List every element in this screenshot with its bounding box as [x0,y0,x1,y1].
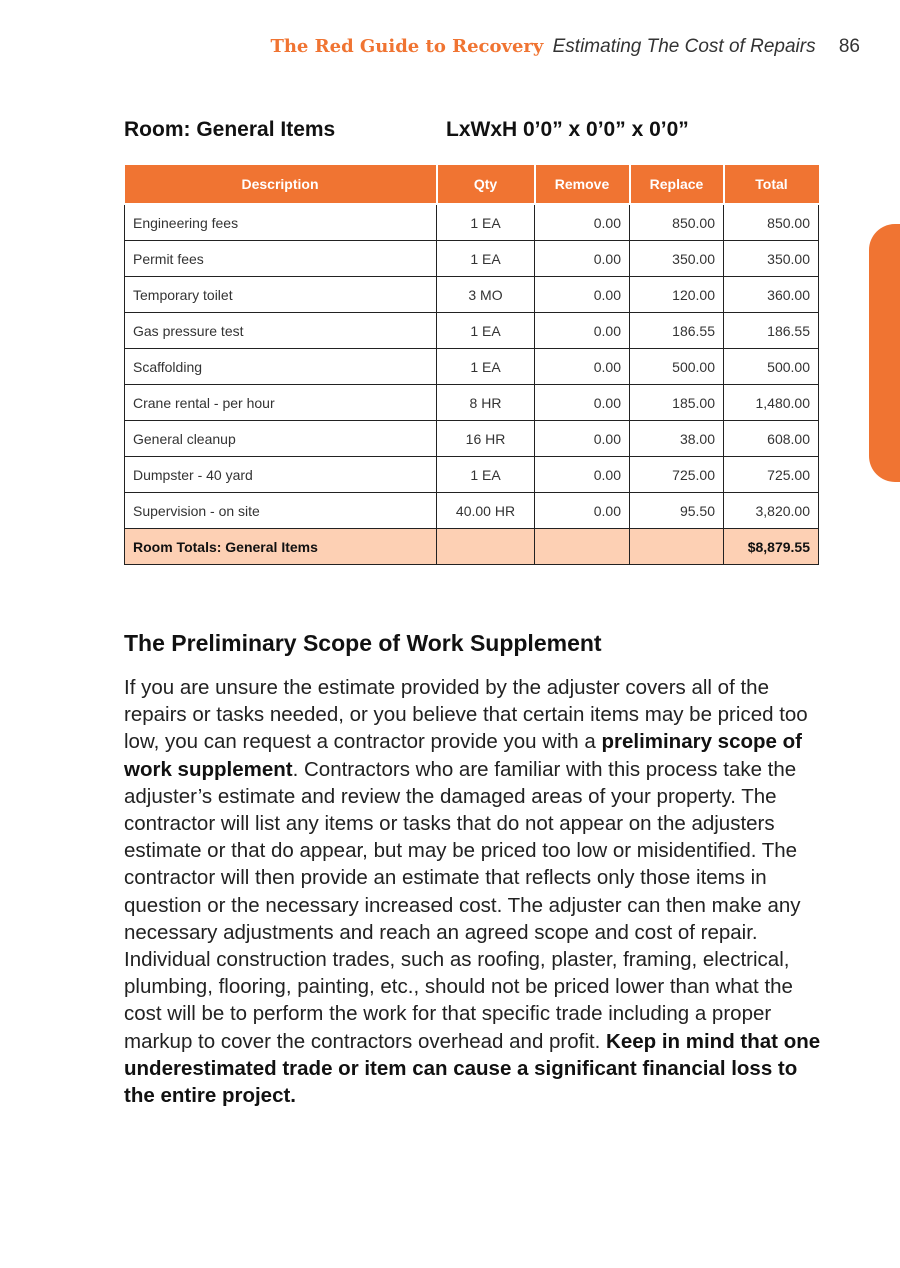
cell-qty: 1 EA [437,241,535,277]
table-row [125,385,819,421]
cell-remove: 0.00 [535,204,630,241]
column-header-remove: Remove [535,165,630,204]
cell-replace: 38.00 [630,421,724,457]
column-header-replace: Replace [630,165,724,204]
chapter-side-tab [869,224,900,482]
cell-remove: 0.00 [535,313,630,349]
table-row [125,241,819,277]
cell-total: 725.00 [724,457,819,493]
cell-replace: 186.55 [630,313,724,349]
cell-remove: 0.00 [535,457,630,493]
paragraph-text: If you are unsure the estimate provided by the adjuster covers all of the repairs or tasks needed, or you believe that certain items may be priced too low, you can request a contractor provide you with a [124,676,808,754]
cell-replace: 120.00 [630,277,724,313]
cell-description: Permit fees [125,241,437,277]
cell-qty: 1 EA [437,457,535,493]
room-title: Room: General Items [124,118,336,141]
totals-row [125,529,819,565]
totals-empty-cell [437,529,535,565]
paragraph-text: . Contractors who are familiar with this process take the adjuster’s estimate and review the damaged areas of your property. The contractor will list any items or tasks that do not appear on the adjusters estimate or that do appear, but may be priced too low or misidentified. The contractor will then provide an estimate that reflects only those items in question or the necessary increased cost. The adjuster can then make any necessary adjustments and reach an agreed scope and cost of repair. Individual construction trades, such as roofing, plaster, framing, electrical, plumbing, flooring, painting, etc., should not be priced lower than what the cost will be to perform the work for that specific trade including a proper markup to cover the contractors overhead and profit. [124,757,801,1053]
table-row [125,457,819,493]
chapter-title: Estimating The Cost of Repairs [552,36,816,57]
cell-remove: 0.00 [535,385,630,421]
section-heading: The Preliminary Scope of Work Supplement [124,630,602,656]
cell-replace: 725.00 [630,457,724,493]
cell-qty: 16 HR [437,421,535,457]
column-header-qty: Qty [437,165,535,204]
cell-remove: 0.00 [535,421,630,457]
cell-description: Engineering fees [125,204,437,241]
cell-description: General cleanup [125,421,437,457]
cell-qty: 1 EA [437,313,535,349]
paragraph-bold-term: preliminary scope of work supplement [124,730,802,781]
table-row [125,313,819,349]
column-header-total: Total [724,165,819,204]
cell-description: Dumpster - 40 yard [125,457,437,493]
book-title: The Red Guide to Recovery [270,36,544,57]
section-body [124,674,824,1109]
cell-total: 608.00 [724,421,819,457]
totals-value: $8,879.55 [724,529,819,565]
cell-description: Gas pressure test [125,313,437,349]
table-row [125,493,819,529]
table-header-row [125,165,819,204]
totals-label: Room Totals: General Items [125,529,437,565]
cell-replace: 350.00 [630,241,724,277]
cell-qty: 40.00 HR [437,493,535,529]
cell-total: 500.00 [724,349,819,385]
cell-remove: 0.00 [535,277,630,313]
page-number: 86 [838,36,860,57]
cell-qty: 8 HR [437,385,535,421]
body-paragraph [124,674,824,1109]
cell-qty: 3 MO [437,277,535,313]
table-row [125,277,819,313]
cell-total: 850.00 [724,204,819,241]
column-header-description: Description [125,165,437,204]
cell-total: 350.00 [724,241,819,277]
cell-qty: 1 EA [437,349,535,385]
cell-description: Scaffolding [125,349,437,385]
cell-remove: 0.00 [535,493,630,529]
estimate-table [124,165,819,565]
cell-remove: 0.00 [535,349,630,385]
cell-replace: 185.00 [630,385,724,421]
totals-empty-cell [535,529,630,565]
room-heading [124,118,689,142]
table-row [125,204,819,241]
paragraph-bold-warning: Keep in mind that one underestimated trade or item can cause a significant financial loss to the entire project. [124,1029,821,1108]
cell-total: 360.00 [724,277,819,313]
cell-replace: 95.50 [630,493,724,529]
cell-replace: 500.00 [630,349,724,385]
cell-remove: 0.00 [535,241,630,277]
running-header [270,36,860,58]
cell-total: 3,820.00 [724,493,819,529]
table-row [125,349,819,385]
table-row [125,421,819,457]
totals-empty-cell [630,529,724,565]
room-dimensions: LxWxH 0’0” x 0’0” x 0’0” [446,118,689,141]
cell-description: Crane rental - per hour [125,385,437,421]
cell-description: Supervision - on site [125,493,437,529]
cell-total: 186.55 [724,313,819,349]
cell-replace: 850.00 [630,204,724,241]
cell-description: Temporary toilet [125,277,437,313]
cell-total: 1,480.00 [724,385,819,421]
cell-qty: 1 EA [437,204,535,241]
